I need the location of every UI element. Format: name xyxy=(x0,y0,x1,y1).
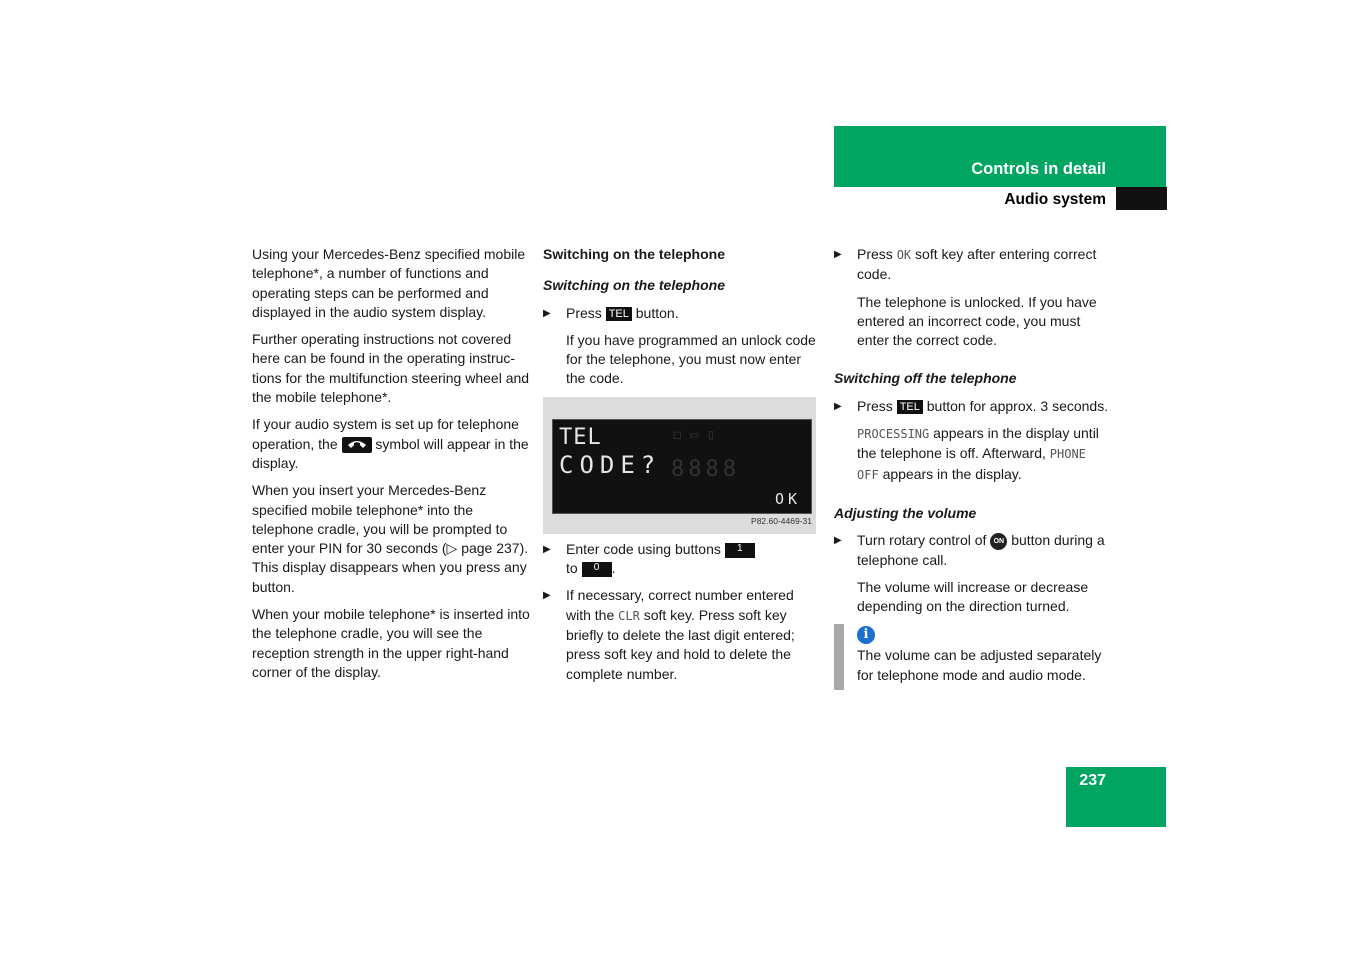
step-note-unlocked: The telephone is unlocked. If you have entered an incorrect code, you must enter the correct code. xyxy=(857,293,1097,349)
step-arrow-icon: ▶ xyxy=(543,590,551,602)
intro-paragraph-1: Using your Mercedes-Benz specified mobile telephone*, a number of functions and operating steps can be performed and displayed in the audio system display. xyxy=(252,246,526,320)
step-text: Press xyxy=(566,304,602,321)
step-note-volume: The volume will increase or decrease depending on the direction turned. xyxy=(857,578,1089,615)
lcd-ghost-digits: 8888 xyxy=(671,456,740,482)
step-enter-code xyxy=(543,540,816,579)
phone-handset-icon xyxy=(342,437,372,453)
step-adjust-volume xyxy=(834,531,1109,570)
lcd-line-1: TEL xyxy=(559,424,602,450)
intro-paragraph-4: When you insert your Mercedes-Benz specified mobile telephone* into the telephone cradle, you will be prompted to enter your PIN for 30 seconds (▷ page 237). This display disappears when you press any button. xyxy=(252,482,529,595)
info-text: The volume can be adjusted separately for telephone mode and audio mode. xyxy=(857,647,1102,683)
intro-paragraph-5: When your mobile telephone* is inserted into the telephone cradle, you will see the reception strength in the upper right-hand corner of the display. xyxy=(252,606,530,680)
subheading-volume: Adjusting the volume xyxy=(834,504,977,521)
lcd-screen xyxy=(552,419,812,514)
phone-off-text: PHONE OFF xyxy=(857,447,1086,482)
section-title: Controls in detail xyxy=(971,160,1106,178)
step-arrow-icon: ▶ xyxy=(543,543,551,555)
column-unlock-off-volume xyxy=(834,245,1109,685)
step-text: appears in the display until the telephone is off. Afterward, xyxy=(857,425,1099,462)
on-button-icon: ON xyxy=(990,533,1007,550)
header-marker xyxy=(1116,187,1167,210)
info-bar xyxy=(834,624,844,690)
step-press-ok xyxy=(834,245,1109,285)
figure-reference: P82.60-4469-31 xyxy=(751,516,812,527)
step-correct-number xyxy=(543,586,816,683)
tel-key: TEL xyxy=(897,400,923,414)
step-text: Turn rotary control of xyxy=(857,532,987,549)
step-text: Press xyxy=(857,246,893,262)
heading-switch-on: Switching on the telephone xyxy=(543,246,725,262)
step-arrow-icon: ▶ xyxy=(543,307,551,319)
step-text: button during a telephone call. xyxy=(857,532,1105,568)
tel-key: TEL xyxy=(606,307,632,321)
step-arrow-icon: ▶ xyxy=(834,535,842,547)
page-number: 237 xyxy=(1079,772,1106,789)
step-text: If necessary, correct number entered with the xyxy=(566,587,794,623)
step-text: Press xyxy=(857,397,893,414)
column-switch-on xyxy=(543,245,816,692)
step-note-unlock: If you have programmed an unlock code for the telephone, you must now enter the code. xyxy=(566,331,816,387)
intro-paragraph-3 xyxy=(252,415,530,473)
subheading-switch-off: Switching off the telephone xyxy=(834,370,1017,387)
key-1: 1 xyxy=(725,543,755,558)
info-box xyxy=(834,624,1109,685)
key-0: 0 xyxy=(582,562,612,577)
step-arrow-icon: ▶ xyxy=(834,249,842,260)
intro-paragraph-2: Further operating instructions not covered here can be found in the operating instruc-tions for the multifunction steering wheel and the mobile telephone*. xyxy=(252,331,530,406)
step-text: Enter code using buttons xyxy=(566,540,721,557)
lcd-line-2: CODE? xyxy=(559,450,662,479)
step-text: button. xyxy=(635,304,679,321)
step-text: appears in the display. xyxy=(882,465,1022,482)
step-text: soft key. Press soft key briefly to delete the last digit entered; press soft key and hold to delete the complete number. xyxy=(566,606,795,682)
step-text: to xyxy=(566,560,578,577)
step-switch-off xyxy=(834,397,1109,416)
lcd-softkey-ok: OK xyxy=(774,489,801,508)
intro-paragraph-3-a: If your audio system is set up for telephone operation, the xyxy=(252,416,519,452)
section-subtitle: Audio system xyxy=(1004,191,1106,208)
info-icon: i xyxy=(857,626,875,644)
step-press-tel xyxy=(543,304,816,323)
clr-softkey: CLR xyxy=(618,608,640,623)
subheading-switch-on: Switching on the telephone xyxy=(543,277,725,294)
step-note-processing xyxy=(834,424,1109,485)
audio-display-figure xyxy=(543,397,816,534)
step-text: button for approx. 3 seconds. xyxy=(926,397,1109,414)
processing-text: PROCESSING xyxy=(857,427,930,442)
lcd-ghost-segments: ◻ ▭ ▯ xyxy=(673,426,716,443)
column-intro xyxy=(252,245,530,690)
step-text: soft key after entering correct code. xyxy=(857,246,1097,283)
step-arrow-icon: ▶ xyxy=(834,400,842,412)
intro-paragraph-3-b: symbol will appear in the display. xyxy=(252,435,529,471)
step-text: . xyxy=(611,560,616,577)
ok-softkey: OK xyxy=(896,248,912,262)
